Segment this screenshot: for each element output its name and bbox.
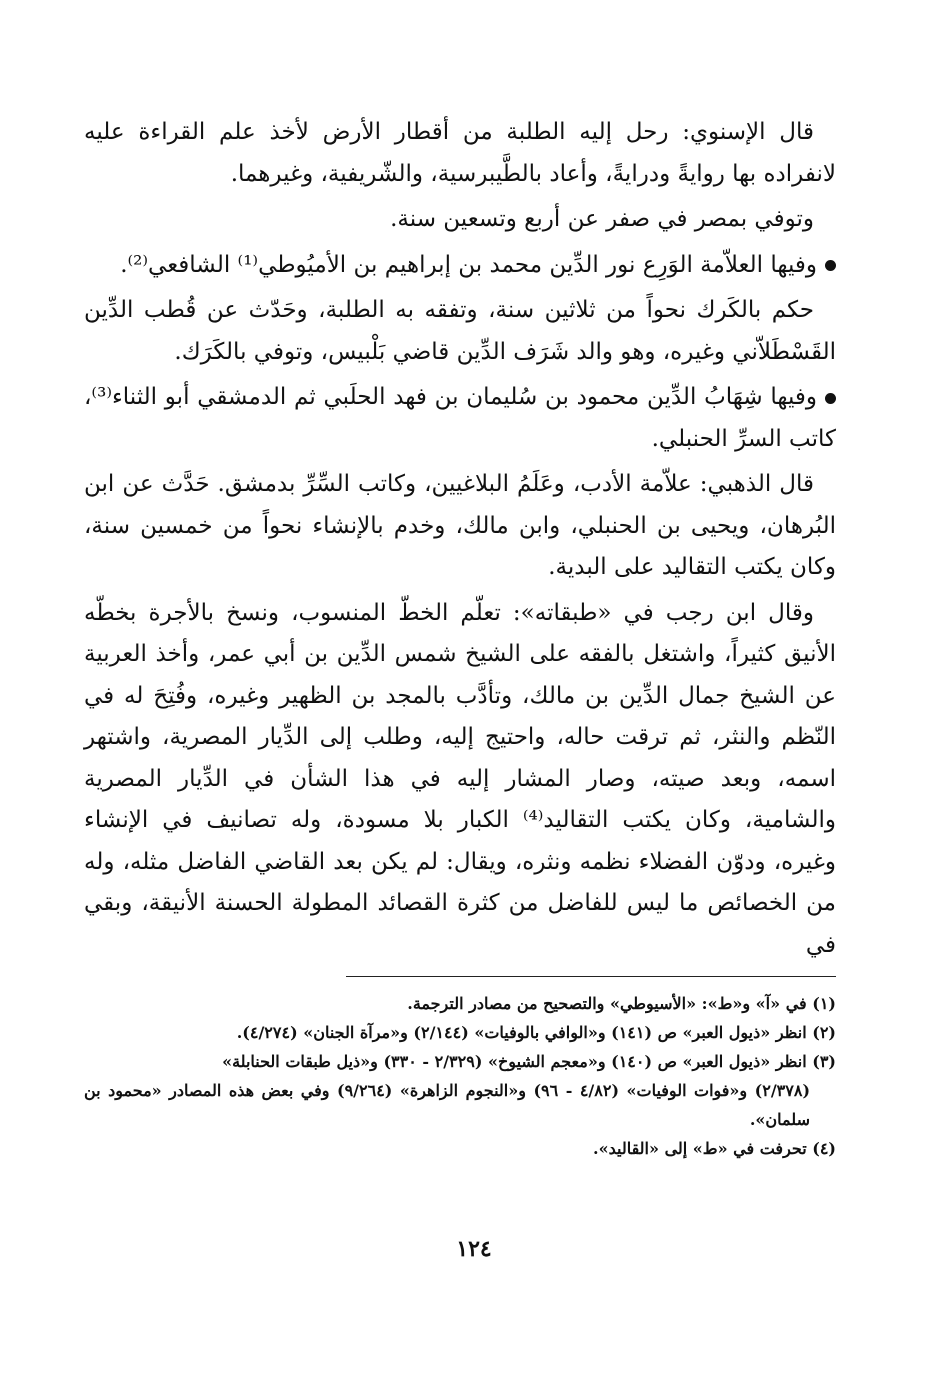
paragraph-isnawi-quote: قال الإسنوي: رحل إليه الطلبة من أقطار الأرض لأخذ علم القراءة عليه لانفراده بها روايةً ودرايةً، وأعاد بالطَّيبرسية، والشّريفية، وغيرهما. xyxy=(84,119,836,187)
footnote-2: (٢) انظر «ذيول العبر» ص (١٤١) و«الوافي بالوفيات» (٢/١٤٤) و«مرآة الجنان» (٤/٢٧٤). xyxy=(236,1023,836,1042)
paragraph-karak-judge: حكم بالكَرك نحواً من ثلاثين سنة، وتفقه به الطلبة، وحَدّث عن قُطب الدِّين القَسْطَلاّني وغيره، وهو والد شَرَف الدِّين قاضي بَلْبيس، وتوفي بالكَرَك. xyxy=(84,297,836,365)
footnote-4: (٤) تحرفت في «ط» إلى «القاليد». xyxy=(593,1139,836,1158)
bullet-icon xyxy=(825,260,836,271)
footnote-1: (١) في «آ» و«ط»: «الأسيوطي» والتصحيح من مصادر الترجمة. xyxy=(407,994,836,1013)
main-text xyxy=(84,112,836,966)
bullet-icon xyxy=(825,393,836,404)
paragraph-death-note: وتوفي بمصر في صفر عن أربع وتسعين سنة. xyxy=(390,206,814,232)
paragraph-dhahabi-quote: قال الذهبي: علاّمة الأدب، وعَلَمُ البلاغيين، وكاتب السِّرِّ بدمشق. حَدَّث عن ابن البُرهان، ويحيى بن الحنبلي، وابن مالك، وخدم بالإنشاء نحواً من خمسين سنة، وكان يكتب التقاليد على البدية. xyxy=(84,471,836,580)
amyuti-entry-text: وفيها العلاّمة الوَرِع نور الدِّين محمد بن إبراهيم بن الأميُوطي⁽¹⁾ الشافعي⁽²⁾. xyxy=(120,251,817,278)
paragraph-amyuti-entry xyxy=(84,245,836,287)
paragraph-shihab-entry xyxy=(84,377,836,460)
footnotes xyxy=(84,989,836,1163)
shihab-entry-text: وفيها شِهَابُ الدِّين محمود بن سُليمان بن فهد الحلَبي ثم الدمشقي أبو الثناء⁽³⁾، كاتب السرِّ الحنبلي. xyxy=(84,384,836,452)
paragraph-ibn-rajab-quote: وقال ابن رجب في «طبقاته»: تعلّم الخطّ المنسوب، ونسخ بالأجرة بخطّه الأنيق كثيراً، واشتغل بالفقه على الشيخ شمس الدِّين بن أبي عمر، وأخذ العربية عن الشيخ جمال الدِّين بن مالك، وتأدَّب بالمجد بن الظهير وغيره، وفُتِحَ له في النّظم والنثر، ثم ترقت حاله، واحتيج إليه، وطلب إلى الدِّيار المصرية، واشتهر اسمه، وبعد صيته، وصار المشار إليه في هذا الشأن في الدِّيار المصرية والشامية، وكان يكتب التقاليد⁽⁴⁾ الكبار بلا مسودة، وله تصانيف في الإنشاء وغيره، ودوّن الفضلاء نظمه ونثره، ويقال: لم يكن بعد القاضي الفاضل مثله، وله من الخصائص ما ليس للفاضل من كثرة القصائد المطولة الحسنة الأنيقة، وبقي في xyxy=(84,599,836,958)
footnote-3-continued: (٢/٣٧٨) و«فوات الوفيات» (٤/٨٢ - ٩٦) و«النجوم الزاهرة» (٩/٢٦٤) وفي بعض هذه المصادر «محمود بن سلمان». xyxy=(84,1081,811,1129)
footnote-3: (٣) انظر «ذيول العبر» ص (١٤٠) و«معجم الشيوخ» (٢/٣٢٩ - ٣٣٠) و«ذيل طبقات الحنابلة» xyxy=(222,1052,836,1071)
page-number: ١٢٤ xyxy=(456,1236,492,1262)
footnote-divider xyxy=(346,976,836,977)
